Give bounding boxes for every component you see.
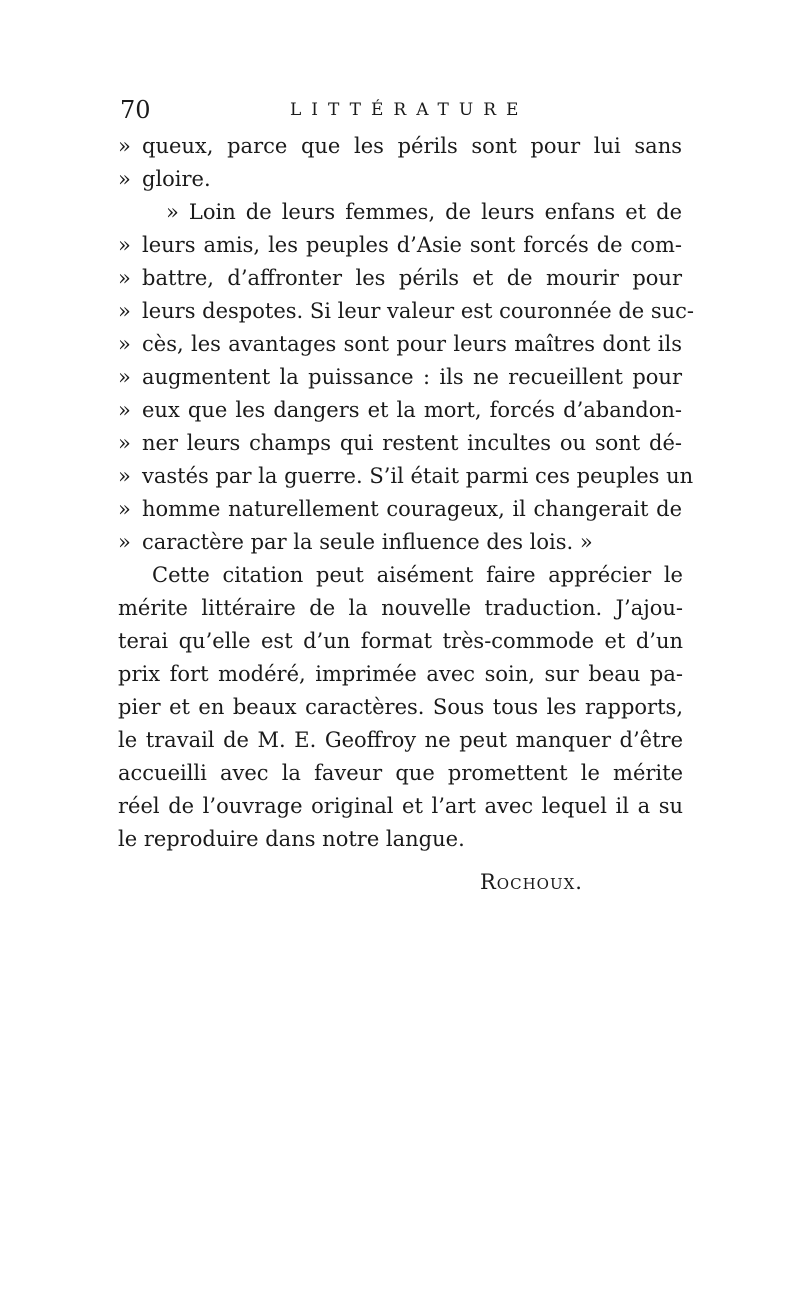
paragraph-line bbox=[118, 625, 683, 658]
paragraph-line bbox=[118, 823, 683, 856]
quote-line-text: leurs amis, les peuples d’Asie sont forcés de com- bbox=[142, 233, 682, 257]
quote-line bbox=[118, 130, 683, 163]
paragraph-line-text: le reproduire dans notre langue. bbox=[118, 827, 465, 851]
quote-line-text: homme naturellement courageux, il changerait de bbox=[142, 497, 682, 521]
quote-line bbox=[118, 229, 683, 262]
paragraph-line-text: accueilli avec la faveur que promettent le mérite bbox=[118, 761, 683, 785]
quote-mark: » bbox=[118, 365, 131, 389]
quote-mark: » bbox=[118, 134, 131, 158]
body-text bbox=[118, 130, 695, 856]
paragraph-line-text: réel de l’ouvrage original et l’art avec lequel il a su bbox=[118, 794, 683, 818]
quote-line-text: vastés par la guerre. S’il était parmi ces peuples un bbox=[142, 464, 694, 488]
quote-mark: » bbox=[118, 431, 131, 455]
quote-mark: » bbox=[118, 167, 131, 191]
quote-line bbox=[118, 394, 683, 427]
quote-line-text: caractère par la seule influence des lois. » bbox=[142, 530, 593, 554]
paragraph-line bbox=[118, 559, 683, 592]
quote-line-text: eux que les dangers et la mort, forcés d’abandon- bbox=[142, 398, 682, 422]
paragraph-line-text: pier et en beaux caractères. Sous tous les rapports, bbox=[118, 695, 683, 719]
quote-line-text: battre, d’affronter les périls et de mourir pour bbox=[142, 266, 682, 290]
running-head bbox=[120, 95, 680, 125]
paragraph-line-text: terai qu’elle est d’un format très-commode et d’un bbox=[118, 629, 683, 653]
quote-line bbox=[118, 460, 694, 493]
quote-line bbox=[118, 328, 683, 361]
quote-line-text: augmentent la puissance : ils ne recueillent pour bbox=[142, 365, 682, 389]
paragraph-line bbox=[118, 691, 683, 724]
quote-mark: » bbox=[118, 299, 131, 323]
author-signature bbox=[480, 866, 583, 899]
paragraph-line bbox=[118, 757, 683, 790]
quote-mark: » bbox=[118, 233, 131, 257]
paragraph-line-text: Cette citation peut aisément faire apprécier le bbox=[152, 563, 683, 587]
quote-line bbox=[118, 361, 683, 394]
signature-text: Rochoux. bbox=[480, 870, 583, 894]
paragraph-line bbox=[118, 790, 683, 823]
quote-line-text: gloire. bbox=[142, 167, 211, 191]
quote-line bbox=[118, 196, 683, 229]
quote-mark: » bbox=[118, 464, 131, 488]
paragraph-line bbox=[118, 724, 683, 757]
quote-mark: » bbox=[118, 398, 131, 422]
page-number: 70 bbox=[120, 96, 151, 124]
quote-mark: » bbox=[118, 530, 131, 554]
quote-line-text: ner leurs champs qui restent incultes ou sont dé- bbox=[142, 431, 682, 455]
paragraph-line bbox=[118, 592, 683, 625]
quote-line bbox=[118, 493, 683, 526]
quote-line bbox=[118, 262, 683, 295]
section-title: LITTÉRATURE bbox=[290, 100, 529, 120]
quote-line-text: cès, les avantages sont pour leurs maîtres dont ils bbox=[142, 332, 682, 356]
quote-line bbox=[118, 526, 683, 559]
paragraph-line-text: prix fort modéré, imprimée avec soin, sur beau pa- bbox=[118, 662, 683, 686]
paragraph-line-text: mérite littéraire de la nouvelle traduction. J’ajou- bbox=[118, 596, 683, 620]
quote-line bbox=[118, 427, 683, 460]
quote-line-text: » Loin de leurs femmes, de leurs enfans et de bbox=[166, 200, 682, 224]
paragraph-line-text: le travail de M. E. Geoffroy ne peut manquer d’être bbox=[118, 728, 683, 752]
quote-mark: » bbox=[118, 497, 131, 521]
quote-line-text: leurs despotes. Si leur valeur est couronnée de suc- bbox=[142, 299, 695, 323]
quote-mark: » bbox=[118, 332, 131, 356]
quote-line-text: queux, parce que les périls sont pour lui sans bbox=[142, 134, 682, 158]
quote-mark: » bbox=[118, 266, 131, 290]
quote-line bbox=[118, 163, 683, 196]
quote-line bbox=[118, 295, 695, 328]
paragraph-line bbox=[118, 658, 683, 691]
